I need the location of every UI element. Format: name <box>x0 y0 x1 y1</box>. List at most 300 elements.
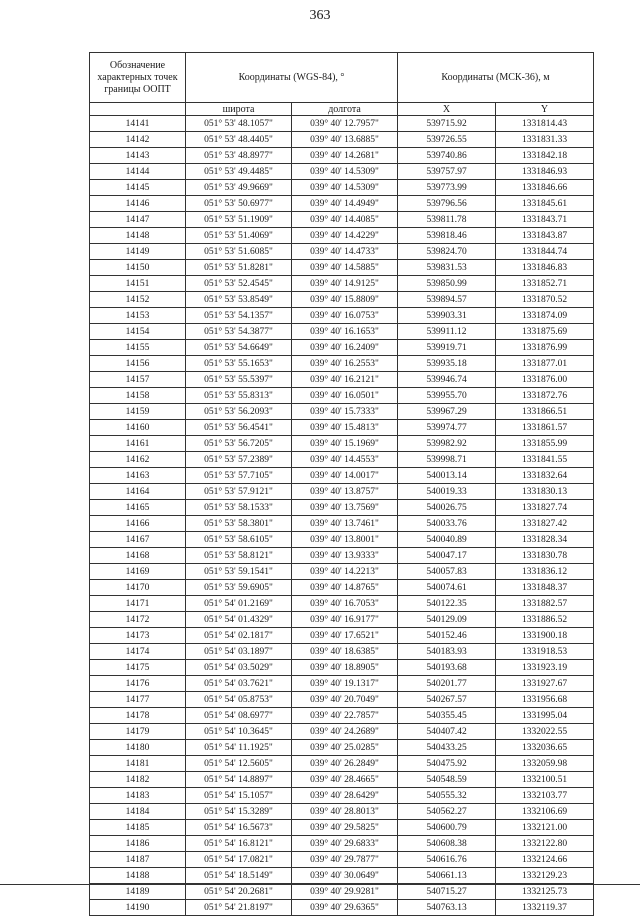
cell-coord-x: 540152.46 <box>398 628 496 644</box>
cell-coord-x: 539946.74 <box>398 372 496 388</box>
cell-longitude: 039° 40' 29.5825" <box>292 820 398 836</box>
cell-coord-y: 1331877.01 <box>496 356 594 372</box>
table-row <box>90 820 594 836</box>
cell-coord-x: 540129.09 <box>398 612 496 628</box>
cell-coord-y: 1332124.66 <box>496 852 594 868</box>
cell-point-id: 14158 <box>90 388 186 404</box>
table-row <box>90 132 594 148</box>
cell-longitude: 039° 40' 14.5309" <box>292 164 398 180</box>
cell-longitude: 039° 40' 16.2553" <box>292 356 398 372</box>
cell-point-id: 14182 <box>90 772 186 788</box>
cell-coord-x: 539967.29 <box>398 404 496 420</box>
cell-coord-y: 1331846.66 <box>496 180 594 196</box>
cell-point-id: 14181 <box>90 756 186 772</box>
cell-longitude: 039° 40' 16.2409" <box>292 340 398 356</box>
cell-longitude: 039° 40' 16.7053" <box>292 596 398 612</box>
cell-point-id: 14180 <box>90 740 186 756</box>
cell-point-id: 14164 <box>90 484 186 500</box>
cell-longitude: 039° 40' 15.4813" <box>292 420 398 436</box>
cell-coord-x: 540013.14 <box>398 468 496 484</box>
cell-coord-x: 540608.38 <box>398 836 496 852</box>
cell-longitude: 039° 40' 18.6385" <box>292 644 398 660</box>
table-row <box>90 244 594 260</box>
cell-latitude: 051° 53' 58.8121" <box>186 548 292 564</box>
cell-longitude: 039° 40' 17.6521" <box>292 628 398 644</box>
cell-latitude: 051° 53' 48.8977" <box>186 148 292 164</box>
cell-coord-x: 540193.68 <box>398 660 496 676</box>
table-row <box>90 452 594 468</box>
cell-coord-y: 1331923.19 <box>496 660 594 676</box>
cell-coord-x: 539982.92 <box>398 436 496 452</box>
cell-coord-y: 1331843.87 <box>496 228 594 244</box>
cell-coord-x: 539773.99 <box>398 180 496 196</box>
cell-point-id: 14150 <box>90 260 186 276</box>
header-longitude: долгота <box>292 103 398 116</box>
cell-coord-x: 540033.76 <box>398 516 496 532</box>
cell-coord-x: 539974.77 <box>398 420 496 436</box>
cell-coord-y: 1331830.13 <box>496 484 594 500</box>
cell-coord-x: 539850.99 <box>398 276 496 292</box>
cell-coord-x: 540355.45 <box>398 708 496 724</box>
table-row <box>90 164 594 180</box>
cell-coord-y: 1331882.57 <box>496 596 594 612</box>
cell-point-id: 14144 <box>90 164 186 180</box>
cell-latitude: 051° 54' 03.5029" <box>186 660 292 676</box>
cell-coord-x: 540548.59 <box>398 772 496 788</box>
cell-coord-y: 1331956.68 <box>496 692 594 708</box>
cell-latitude: 051° 54' 03.1897" <box>186 644 292 660</box>
table-row <box>90 756 594 772</box>
cell-latitude: 051° 53' 58.6105" <box>186 532 292 548</box>
cell-latitude: 051° 54' 18.5149" <box>186 868 292 884</box>
cell-coord-y: 1331900.18 <box>496 628 594 644</box>
cell-coord-y: 1332122.80 <box>496 836 594 852</box>
cell-coord-y: 1331814.43 <box>496 116 594 132</box>
cell-point-id: 14157 <box>90 372 186 388</box>
cell-coord-x: 540407.42 <box>398 724 496 740</box>
cell-coord-x: 539919.71 <box>398 340 496 356</box>
cell-point-id: 14179 <box>90 724 186 740</box>
cell-point-id: 14162 <box>90 452 186 468</box>
table-row <box>90 388 594 404</box>
cell-longitude: 039° 40' 13.6885" <box>292 132 398 148</box>
cell-latitude: 051° 53' 54.1357" <box>186 308 292 324</box>
cell-coord-x: 540555.32 <box>398 788 496 804</box>
table-row <box>90 836 594 852</box>
cell-point-id: 14147 <box>90 212 186 228</box>
cell-longitude: 039° 40' 30.0649" <box>292 868 398 884</box>
cell-longitude: 039° 40' 26.2849" <box>292 756 398 772</box>
cell-latitude: 051° 53' 58.1533" <box>186 500 292 516</box>
cell-coord-y: 1331866.51 <box>496 404 594 420</box>
cell-coord-x: 539894.57 <box>398 292 496 308</box>
cell-longitude: 039° 40' 22.7857" <box>292 708 398 724</box>
cell-longitude: 039° 40' 20.7049" <box>292 692 398 708</box>
cell-point-id: 14148 <box>90 228 186 244</box>
cell-coord-x: 539715.92 <box>398 116 496 132</box>
cell-coord-y: 1331876.99 <box>496 340 594 356</box>
cell-latitude: 051° 53' 50.6977" <box>186 196 292 212</box>
cell-coord-y: 1331830.78 <box>496 548 594 564</box>
cell-coord-x: 540183.93 <box>398 644 496 660</box>
cell-point-id: 14183 <box>90 788 186 804</box>
cell-latitude: 051° 53' 48.4405" <box>186 132 292 148</box>
cell-point-id: 14172 <box>90 612 186 628</box>
cell-longitude: 039° 40' 15.8809" <box>292 292 398 308</box>
cell-point-id: 14188 <box>90 868 186 884</box>
cell-point-id: 14160 <box>90 420 186 436</box>
cell-coord-y: 1331861.57 <box>496 420 594 436</box>
cell-coord-x: 540057.83 <box>398 564 496 580</box>
cell-longitude: 039° 40' 16.0501" <box>292 388 398 404</box>
table-row <box>90 548 594 564</box>
coordinates-table <box>89 52 594 916</box>
table-header <box>90 53 594 116</box>
table-row <box>90 468 594 484</box>
table-row <box>90 692 594 708</box>
cell-latitude: 051° 53' 59.1541" <box>186 564 292 580</box>
bottom-rule <box>0 884 640 885</box>
cell-point-id: 14178 <box>90 708 186 724</box>
cell-point-id: 14190 <box>90 900 186 916</box>
cell-coord-y: 1332125.73 <box>496 884 594 900</box>
cell-latitude: 051° 54' 17.0821" <box>186 852 292 868</box>
cell-latitude: 051° 53' 57.2389" <box>186 452 292 468</box>
cell-longitude: 039° 40' 29.6833" <box>292 836 398 852</box>
cell-coord-y: 1332119.37 <box>496 900 594 916</box>
cell-point-id: 14145 <box>90 180 186 196</box>
cell-latitude: 051° 53' 56.4541" <box>186 420 292 436</box>
table-row <box>90 580 594 596</box>
cell-point-id: 14176 <box>90 676 186 692</box>
cell-coord-x: 540715.27 <box>398 884 496 900</box>
cell-coord-x: 540267.57 <box>398 692 496 708</box>
cell-coord-x: 540201.77 <box>398 676 496 692</box>
table-row <box>90 228 594 244</box>
cell-coord-x: 539998.71 <box>398 452 496 468</box>
cell-longitude: 039° 40' 14.2681" <box>292 148 398 164</box>
cell-coord-x: 540040.89 <box>398 532 496 548</box>
cell-longitude: 039° 40' 16.1653" <box>292 324 398 340</box>
cell-latitude: 051° 54' 15.1057" <box>186 788 292 804</box>
cell-point-id: 14163 <box>90 468 186 484</box>
cell-coord-y: 1332100.51 <box>496 772 594 788</box>
cell-latitude: 051° 53' 57.9121" <box>186 484 292 500</box>
cell-coord-x: 540026.75 <box>398 500 496 516</box>
cell-latitude: 051° 53' 49.9669" <box>186 180 292 196</box>
cell-longitude: 039° 40' 16.2121" <box>292 372 398 388</box>
cell-coord-x: 539726.55 <box>398 132 496 148</box>
cell-longitude: 039° 40' 14.5309" <box>292 180 398 196</box>
cell-coord-x: 539824.70 <box>398 244 496 260</box>
cell-longitude: 039° 40' 14.4949" <box>292 196 398 212</box>
cell-point-id: 14142 <box>90 132 186 148</box>
cell-latitude: 051° 53' 58.3801" <box>186 516 292 532</box>
cell-latitude: 051° 54' 02.1817" <box>186 628 292 644</box>
cell-coord-x: 539757.97 <box>398 164 496 180</box>
table-row <box>90 708 594 724</box>
cell-coord-y: 1331845.61 <box>496 196 594 212</box>
table-row <box>90 612 594 628</box>
table-row <box>90 404 594 420</box>
table-row <box>90 340 594 356</box>
cell-coord-y: 1331827.74 <box>496 500 594 516</box>
cell-coord-x: 540074.61 <box>398 580 496 596</box>
cell-latitude: 051° 53' 54.6649" <box>186 340 292 356</box>
cell-longitude: 039° 40' 12.7957" <box>292 116 398 132</box>
cell-coord-y: 1332129.23 <box>496 868 594 884</box>
cell-coord-x: 539935.18 <box>398 356 496 372</box>
cell-point-id: 14166 <box>90 516 186 532</box>
cell-coord-x: 540047.17 <box>398 548 496 564</box>
table-row <box>90 372 594 388</box>
cell-point-id: 14171 <box>90 596 186 612</box>
cell-coord-x: 539811.78 <box>398 212 496 228</box>
cell-longitude: 039° 40' 14.9125" <box>292 276 398 292</box>
header-latitude: широта <box>186 103 292 116</box>
cell-point-id: 14173 <box>90 628 186 644</box>
cell-point-id: 14155 <box>90 340 186 356</box>
cell-point-id: 14149 <box>90 244 186 260</box>
cell-longitude: 039° 40' 15.1969" <box>292 436 398 452</box>
cell-coord-y: 1331855.99 <box>496 436 594 452</box>
cell-coord-y: 1331831.33 <box>496 132 594 148</box>
cell-latitude: 051° 53' 51.8281" <box>186 260 292 276</box>
cell-point-id: 14186 <box>90 836 186 852</box>
table-row <box>90 788 594 804</box>
header-x: X <box>398 103 496 116</box>
cell-point-id: 14177 <box>90 692 186 708</box>
table-row <box>90 852 594 868</box>
cell-point-id: 14167 <box>90 532 186 548</box>
cell-coord-y: 1331852.71 <box>496 276 594 292</box>
table-row <box>90 628 594 644</box>
table-row <box>90 884 594 900</box>
table-row <box>90 116 594 132</box>
cell-latitude: 051° 53' 52.4545" <box>186 276 292 292</box>
cell-latitude: 051° 54' 21.8197" <box>186 900 292 916</box>
cell-coord-y: 1331927.67 <box>496 676 594 692</box>
cell-coord-x: 540661.13 <box>398 868 496 884</box>
cell-coord-y: 1331841.55 <box>496 452 594 468</box>
cell-point-id: 14175 <box>90 660 186 676</box>
cell-latitude: 051° 53' 51.6085" <box>186 244 292 260</box>
cell-latitude: 051° 54' 10.3645" <box>186 724 292 740</box>
cell-coord-x: 540616.76 <box>398 852 496 868</box>
cell-longitude: 039° 40' 29.6365" <box>292 900 398 916</box>
cell-latitude: 051° 53' 56.7205" <box>186 436 292 452</box>
table-row <box>90 724 594 740</box>
table-row <box>90 260 594 276</box>
table-row <box>90 868 594 884</box>
cell-latitude: 051° 53' 57.7105" <box>186 468 292 484</box>
cell-latitude: 051° 53' 49.4485" <box>186 164 292 180</box>
cell-point-id: 14184 <box>90 804 186 820</box>
cell-point-id: 14174 <box>90 644 186 660</box>
cell-latitude: 051° 54' 08.6977" <box>186 708 292 724</box>
table-body <box>90 116 594 916</box>
cell-coord-x: 539796.56 <box>398 196 496 212</box>
table-row <box>90 900 594 916</box>
cell-latitude: 051° 54' 05.8753" <box>186 692 292 708</box>
cell-point-id: 14165 <box>90 500 186 516</box>
table-row <box>90 356 594 372</box>
cell-point-id: 14154 <box>90 324 186 340</box>
cell-coord-y: 1331918.53 <box>496 644 594 660</box>
cell-point-id: 14152 <box>90 292 186 308</box>
table-row <box>90 148 594 164</box>
header-point-designation: Обозначение характерных точек границы ООПТ <box>90 53 186 103</box>
table-row <box>90 436 594 452</box>
cell-longitude: 039° 40' 14.0017" <box>292 468 398 484</box>
cell-latitude: 051° 53' 55.1653" <box>186 356 292 372</box>
cell-longitude: 039° 40' 28.4665" <box>292 772 398 788</box>
cell-coord-y: 1332103.77 <box>496 788 594 804</box>
cell-longitude: 039° 40' 13.7569" <box>292 500 398 516</box>
cell-latitude: 051° 53' 55.5397" <box>186 372 292 388</box>
table-row <box>90 676 594 692</box>
cell-latitude: 051° 54' 14.8897" <box>186 772 292 788</box>
cell-coord-y: 1332121.00 <box>496 820 594 836</box>
cell-coord-x: 539911.12 <box>398 324 496 340</box>
cell-longitude: 039° 40' 18.8905" <box>292 660 398 676</box>
cell-point-id: 14161 <box>90 436 186 452</box>
cell-coord-y: 1331995.04 <box>496 708 594 724</box>
table-row <box>90 484 594 500</box>
table-row <box>90 420 594 436</box>
table-row <box>90 276 594 292</box>
cell-latitude: 051° 54' 11.1925" <box>186 740 292 756</box>
cell-latitude: 051° 54' 20.2681" <box>186 884 292 900</box>
cell-latitude: 051° 54' 16.8121" <box>186 836 292 852</box>
header-empty-cell <box>90 103 186 116</box>
cell-longitude: 039° 40' 15.7333" <box>292 404 398 420</box>
cell-coord-x: 540019.33 <box>398 484 496 500</box>
cell-point-id: 14187 <box>90 852 186 868</box>
cell-coord-x: 540600.79 <box>398 820 496 836</box>
cell-coord-y: 1331875.69 <box>496 324 594 340</box>
cell-coord-x: 539818.46 <box>398 228 496 244</box>
cell-point-id: 14156 <box>90 356 186 372</box>
cell-coord-y: 1331870.52 <box>496 292 594 308</box>
cell-longitude: 039° 40' 14.2213" <box>292 564 398 580</box>
cell-latitude: 051° 53' 56.2093" <box>186 404 292 420</box>
cell-latitude: 051° 54' 01.4329" <box>186 612 292 628</box>
cell-coord-y: 1332036.65 <box>496 740 594 756</box>
cell-coord-y: 1331843.71 <box>496 212 594 228</box>
table-row <box>90 180 594 196</box>
header-msk36: Координаты (МСК-36), м <box>398 53 594 103</box>
cell-coord-y: 1331844.74 <box>496 244 594 260</box>
cell-point-id: 14141 <box>90 116 186 132</box>
cell-coord-y: 1331836.12 <box>496 564 594 580</box>
cell-latitude: 051° 54' 16.5673" <box>186 820 292 836</box>
cell-longitude: 039° 40' 29.9281" <box>292 884 398 900</box>
table-row <box>90 516 594 532</box>
table-row <box>90 644 594 660</box>
header-wgs84: Координаты (WGS-84), ° <box>186 53 398 103</box>
table-row <box>90 212 594 228</box>
page-number: 363 <box>309 8 331 23</box>
cell-longitude: 039° 40' 16.9177" <box>292 612 398 628</box>
cell-point-id: 14185 <box>90 820 186 836</box>
cell-point-id: 14143 <box>90 148 186 164</box>
cell-point-id: 14170 <box>90 580 186 596</box>
table-row <box>90 564 594 580</box>
cell-longitude: 039° 40' 14.4733" <box>292 244 398 260</box>
cell-coord-y: 1331874.09 <box>496 308 594 324</box>
table-row <box>90 292 594 308</box>
cell-longitude: 039° 40' 28.8013" <box>292 804 398 820</box>
cell-coord-y: 1331842.18 <box>496 148 594 164</box>
cell-coord-x: 540562.27 <box>398 804 496 820</box>
cell-latitude: 051° 53' 55.8313" <box>186 388 292 404</box>
table-row <box>90 596 594 612</box>
cell-latitude: 051° 53' 51.1909" <box>186 212 292 228</box>
cell-coord-x: 540433.25 <box>398 740 496 756</box>
cell-longitude: 039° 40' 19.1317" <box>292 676 398 692</box>
cell-point-id: 14159 <box>90 404 186 420</box>
cell-latitude: 051° 53' 54.3877" <box>186 324 292 340</box>
cell-coord-y: 1331828.34 <box>496 532 594 548</box>
cell-point-id: 14168 <box>90 548 186 564</box>
cell-coord-y: 1331846.83 <box>496 260 594 276</box>
cell-coord-y: 1332106.69 <box>496 804 594 820</box>
table-row <box>90 196 594 212</box>
table-row <box>90 740 594 756</box>
cell-point-id: 14151 <box>90 276 186 292</box>
cell-point-id: 14169 <box>90 564 186 580</box>
cell-latitude: 051° 53' 53.8549" <box>186 292 292 308</box>
table-row <box>90 772 594 788</box>
cell-longitude: 039° 40' 14.5885" <box>292 260 398 276</box>
cell-point-id: 14146 <box>90 196 186 212</box>
cell-longitude: 039° 40' 13.8757" <box>292 484 398 500</box>
cell-longitude: 039° 40' 14.4085" <box>292 212 398 228</box>
cell-coord-x: 540122.35 <box>398 596 496 612</box>
cell-longitude: 039° 40' 14.4229" <box>292 228 398 244</box>
table-row <box>90 804 594 820</box>
cell-longitude: 039° 40' 25.0285" <box>292 740 398 756</box>
table-row <box>90 532 594 548</box>
cell-coord-x: 539740.86 <box>398 148 496 164</box>
cell-latitude: 051° 54' 15.3289" <box>186 804 292 820</box>
cell-coord-y: 1331886.52 <box>496 612 594 628</box>
cell-coord-y: 1331827.42 <box>496 516 594 532</box>
cell-longitude: 039° 40' 24.2689" <box>292 724 398 740</box>
table-row <box>90 308 594 324</box>
cell-longitude: 039° 40' 13.8001" <box>292 532 398 548</box>
cell-coord-y: 1331846.93 <box>496 164 594 180</box>
table-row <box>90 324 594 340</box>
cell-longitude: 039° 40' 13.9333" <box>292 548 398 564</box>
cell-coord-y: 1332059.98 <box>496 756 594 772</box>
cell-point-id: 14189 <box>90 884 186 900</box>
cell-coord-y: 1331832.64 <box>496 468 594 484</box>
table-row <box>90 500 594 516</box>
cell-longitude: 039° 40' 14.4553" <box>292 452 398 468</box>
cell-latitude: 051° 53' 51.4069" <box>186 228 292 244</box>
cell-coord-y: 1331876.00 <box>496 372 594 388</box>
cell-latitude: 051° 53' 59.6905" <box>186 580 292 596</box>
cell-coord-y: 1332022.55 <box>496 724 594 740</box>
table-row <box>90 660 594 676</box>
header-y: Y <box>496 103 594 116</box>
cell-longitude: 039° 40' 14.8765" <box>292 580 398 596</box>
cell-coord-x: 539831.53 <box>398 260 496 276</box>
cell-coord-x: 540763.13 <box>398 900 496 916</box>
cell-point-id: 14153 <box>90 308 186 324</box>
